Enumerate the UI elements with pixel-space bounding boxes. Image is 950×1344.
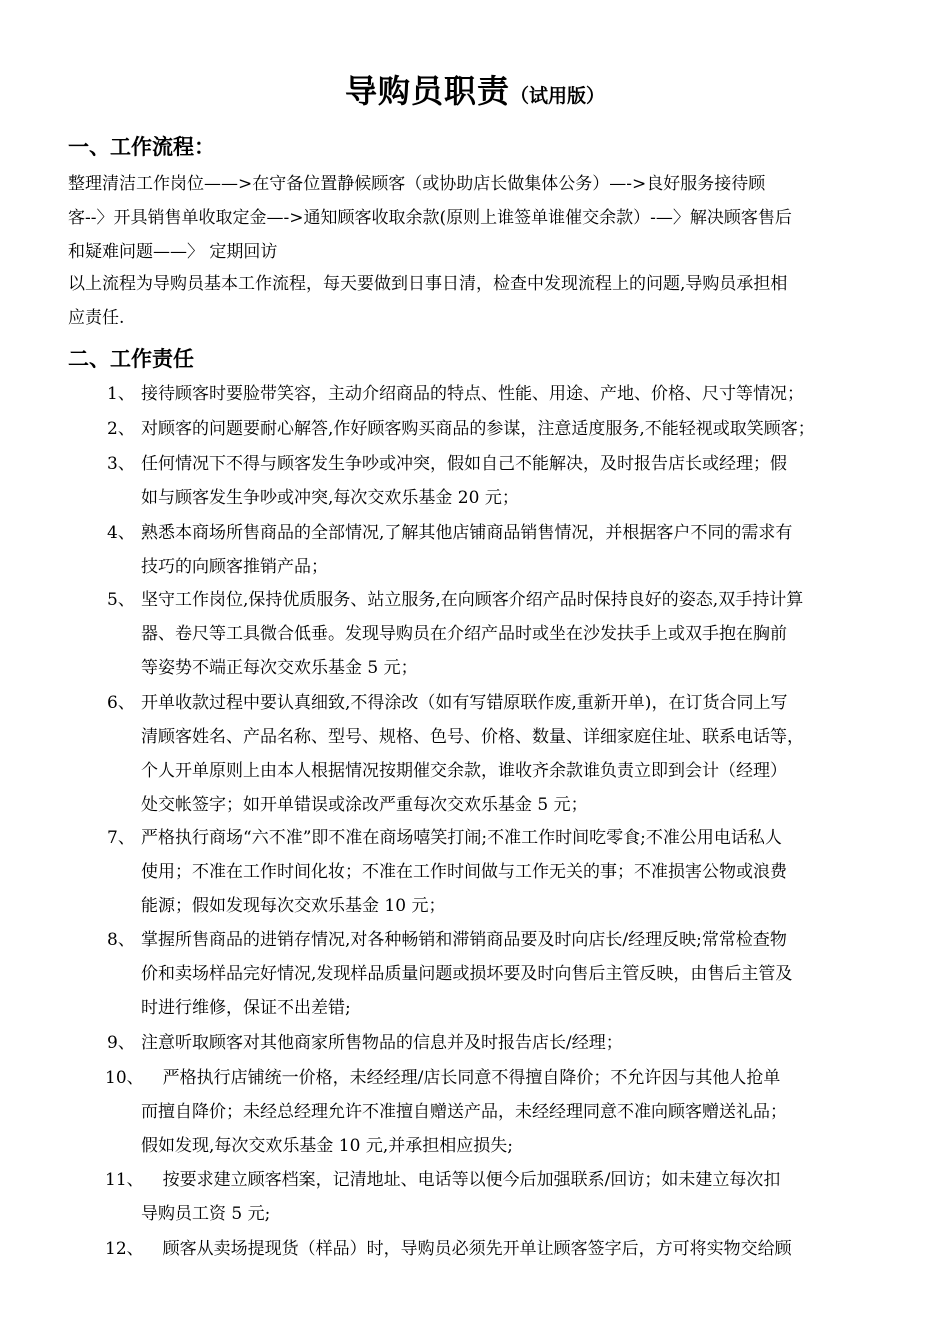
item-line: 对顾客的问题要耐心解答,作好顾客购买商品的参谋，注意适度服务,不能轻视或取笑顾客； bbox=[141, 419, 815, 439]
item-line: 顾客从卖场提现货（样品）时，导购员必须先开单让顾客签字后，方可将实物交给顾 bbox=[141, 1239, 792, 1259]
item-text bbox=[141, 1026, 623, 1060]
item-line: 价和卖场样品完好情况,发现样品质量问题或损坏要及时向售后主管反映，由售后主管及 bbox=[141, 964, 793, 984]
item-line: 严格执行商场“六不准”即不准在商场嘻笑打闹;不准工作时间吃零食;不准公用电话私人 bbox=[141, 828, 782, 848]
item-line: 注意听取顾客对其他商家所售物品的信息并及时报告店长/经理； bbox=[141, 1033, 623, 1053]
item-text bbox=[141, 1061, 787, 1163]
workflow-paragraph bbox=[68, 167, 792, 269]
item-number: 1、 bbox=[107, 384, 135, 404]
item-text bbox=[141, 447, 787, 515]
item-number: 6、 bbox=[107, 693, 135, 713]
item-line: 而擅自降价；未经总经理允许不准擅自赠送产品，未经经理同意不准向顾客赠送礼品； bbox=[141, 1102, 787, 1122]
paragraph-line: 整理清洁工作岗位——>在守备位置静候顾客（或协助店长做集体公务）—->良好服务接待顾 bbox=[68, 174, 766, 194]
item-text bbox=[141, 1163, 780, 1231]
item-text bbox=[141, 412, 815, 446]
item-number: 4、 bbox=[107, 523, 135, 543]
item-line: 掌握所售商品的进销存情况,对各种畅销和滞销商品要及时向店长/经理反映;常常检查物 bbox=[141, 930, 787, 950]
item-line: 开单收款过程中要认真细致,不得涂改（如有写错原联作废,重新开单)，在订货合同上写 bbox=[141, 693, 788, 713]
item-line: 清顾客姓名、产品名称、型号、规格、色号、价格、数量、详细家庭住址、联系电话等， bbox=[141, 727, 804, 747]
item-line: 能源；假如发现每次交欢乐基金 10 元； bbox=[141, 896, 446, 916]
item-line: 个人开单原则上由本人根据情况按期催交余款，谁收齐余款谁负责立即到会计（经理） bbox=[141, 761, 787, 781]
item-line: 时进行维修，保证不出差错; bbox=[141, 998, 351, 1018]
item-text bbox=[141, 821, 787, 923]
item-line: 严格执行店铺统一价格，未经经理/店长同意不得擅自降价；不允许因与其他人抢单 bbox=[141, 1068, 781, 1088]
document-title bbox=[0, 66, 950, 112]
item-text bbox=[141, 377, 804, 411]
item-text bbox=[141, 923, 792, 1025]
paragraph-line: 应责任. bbox=[68, 308, 125, 328]
item-number: 11、 bbox=[105, 1170, 144, 1190]
workflow-note-paragraph bbox=[68, 267, 787, 335]
paragraph-line: 客--〉开具销售单收取定金—->通知顾客收取余款(原则上谁签单谁催交余款）-—〉解决顾客售后 bbox=[68, 208, 792, 228]
item-number: 8、 bbox=[107, 930, 135, 950]
item-number: 3、 bbox=[107, 454, 135, 474]
item-text bbox=[141, 686, 804, 822]
item-text bbox=[141, 1232, 792, 1266]
item-line: 熟悉本商场所售商品的全部情况,了解其他店铺商品销售情况，并根据客户不同的需求有 bbox=[141, 523, 793, 543]
item-line: 假如发现,每次交欢乐基金 10 元,并承担相应损失; bbox=[141, 1136, 513, 1156]
paragraph-line: 以上流程为导购员基本工作流程，每天要做到日事日清，检查中发现流程上的问题,导购员承担相 bbox=[68, 274, 788, 294]
item-number: 5、 bbox=[107, 590, 135, 610]
item-line: 坚守工作岗位,保持优质服务、站立服务,在向顾客介绍产品时保持良好的姿态,双手持计算 bbox=[141, 590, 804, 610]
item-number: 9、 bbox=[107, 1033, 135, 1053]
paragraph-line: 和疑难问题——〉 定期回访 bbox=[68, 242, 278, 262]
item-text bbox=[141, 583, 803, 685]
title-main: 导购员职责 bbox=[344, 72, 510, 110]
section-heading-responsibilities: 二、工作责任 bbox=[68, 347, 194, 371]
item-line: 任何情况下不得与顾客发生争吵或冲突，假如自己不能解决，及时报告店长或经理；假 bbox=[141, 454, 787, 474]
item-line: 等姿势不端正每次交欢乐基金 5 元； bbox=[141, 658, 418, 678]
item-line: 接待顾客时要脸带笑容，主动介绍商品的特点、性能、用途、产地、价格、尺寸等情况； bbox=[141, 384, 804, 404]
item-text bbox=[141, 516, 792, 584]
item-line: 使用；不准在工作时间化妆；不准在工作时间做与工作无关的事；不准损害公物或浪费 bbox=[141, 862, 787, 882]
item-number: 7、 bbox=[107, 828, 135, 848]
item-line: 器、卷尺等工具微合低垂。发现导购员在介绍产品时或坐在沙发扶手上或双手抱在胸前 bbox=[141, 624, 787, 644]
section-heading-workflow: 一、工作流程： bbox=[68, 135, 215, 159]
item-number: 10、 bbox=[105, 1068, 144, 1088]
item-line: 处交帐签字；如开单错误或涂改严重每次交欢乐基金 5 元； bbox=[141, 795, 588, 815]
item-line: 按要求建立顾客档案，记清地址、电话等以便今后加强联系/回访；如未建立每次扣 bbox=[141, 1170, 781, 1190]
item-number: 2、 bbox=[107, 419, 135, 439]
item-line: 导购员工资 5 元; bbox=[141, 1204, 271, 1224]
item-number: 12、 bbox=[105, 1239, 144, 1259]
title-subtitle: （试用版） bbox=[510, 85, 606, 107]
item-line: 技巧的向顾客推销产品； bbox=[141, 557, 328, 577]
item-line: 如与顾客发生争吵或冲突,每次交欢乐基金 20 元； bbox=[141, 488, 519, 508]
